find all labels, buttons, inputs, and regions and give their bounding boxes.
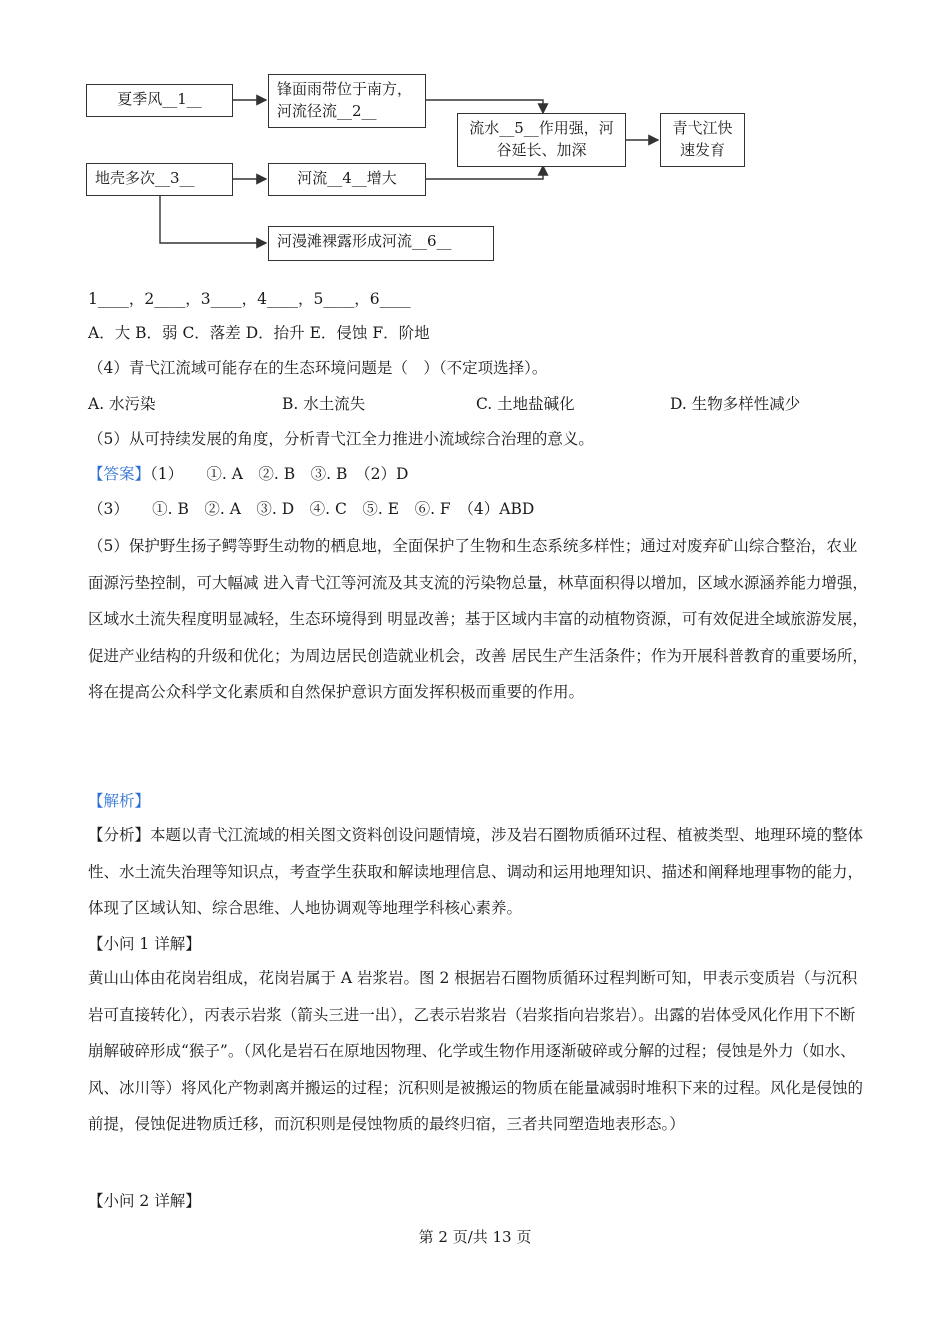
q4-option-a: A. 水污染 xyxy=(88,395,156,413)
options-line: A．大 B．弱 C．落差 D．抬升 E．侵蚀 F．阶地 xyxy=(88,324,430,342)
sub-question-1-label: 【小问 1 详解】 xyxy=(88,935,201,953)
arrow-gap-to-flow xyxy=(426,166,543,179)
box-flowing-water: 流水__5__作用强，河谷延长、加深 xyxy=(457,113,626,167)
answer-5-paragraph xyxy=(88,528,868,711)
blanks-line: 1____，2____，3____，4____，5____，6____ xyxy=(88,290,411,308)
box-floodplain: 河漫滩裸露形成河流__6__ xyxy=(268,226,494,261)
arrow-crust-to-floodplain xyxy=(160,196,266,243)
page-footer: 第 2 页/共 13 页 xyxy=(418,1228,532,1246)
analysis-label: 【解析】 xyxy=(88,792,151,810)
answer-5-text: （5）保护野生扬子鳄等野生动物的栖息地，全面保护了生物和生态系统多样性；通过对废弃矿山综合整治，农业面源污垫控制，可大幅减 进入青弋江等河流及其支流的污染物总量，林草面积得以增加，区域水源涵养能力增强，区域水土流失程度明显减轻，生态环境得到 明显改善；基于区域内丰富的动植物资源，可有效促进全域旅游发展，促进产业结构的升级和优化；为周边居民创造就业机会，改善 居民生产生活条件；作为开展科普教育的重要场所，将在提高公众科学文化素质和自然保护意识方面发挥积极而重要的作用。 xyxy=(88,537,868,701)
sub-question-2-label: 【小问 2 详解】 xyxy=(88,1192,201,1210)
answer-1-2: （1） ①. A ②. B ③. B （2）D xyxy=(150,465,409,483)
box-river-gap: 河流__4__增大 xyxy=(268,163,426,196)
analysis-text: 【分析】本题以青弋江流域的相关图文资料创设问题情境，涉及岩石圈物质循环过程、植被类型、地理环境的整体性、水土流失治理等知识点，考查学生获取和解读地理信息、调动和运用地理知识、描述和阐释地理事物的能力，体现了区域认知、综合思维、人地协调观等地理学科核心素养。 xyxy=(88,826,864,917)
question-5: （5）从可持续发展的角度，分析青弋江全力推进小流域综合治理的意义。 xyxy=(88,430,594,448)
arrow-rain-to-flow xyxy=(426,100,543,113)
q4-option-c: C. 土地盐碱化 xyxy=(476,395,575,413)
answer-line-2: （3） ①. B ②. A ③. D ④. C ⑤. E ⑥. F （4）ABD xyxy=(88,500,535,518)
box-crust-uplift: 地壳多次__3__ xyxy=(86,163,233,196)
answer-line-1 xyxy=(88,463,408,485)
flow-diagram xyxy=(80,66,780,276)
sub-question-1-text: 黄山山体由花岗岩组成，花岗岩属于 A 岩浆岩。图 2 根据岩石圈物质循环过程判断可知，甲表示变质岩（与沉积岩可直接转化），丙表示岩浆（箭头三进一出），乙表示岩浆岩（岩浆指向岩浆岩）。出露的岩体受风化作用下不断崩解破碎形成“猴子”。（风化是岩石在原地因物理、化学或生物作用逐渐破碎或分解的过程；侵蚀是外力（如水、风、冰川等）将风化产物剥离并搬运的过程；沉积则是被搬运的物质在能量减弱时堆积下来的过程。风化是侵蚀的前提，侵蚀促进物质迁移，而沉积则是侵蚀物质的最终归宿，三者共同塑造地表形态。） xyxy=(88,969,864,1133)
box-summer-wind: 夏季风__1__ xyxy=(86,84,233,117)
q4-option-b: B. 水土流失 xyxy=(282,395,366,413)
box-frontal-rain: 锋面雨带位于南方，河流径流__2__ xyxy=(268,74,426,128)
analysis-paragraph xyxy=(88,817,868,927)
box-qingyi-river: 青弋江快速发育 xyxy=(660,113,745,167)
q4-option-d: D. 生物多样性减少 xyxy=(670,395,801,413)
sub-question-1-paragraph xyxy=(88,960,868,1143)
question-4-options xyxy=(88,393,864,415)
question-4: （4）青弋江流域可能存在的生态环境问题是（ ）（不定项选择）。 xyxy=(88,359,548,377)
answer-label: 【答案】 xyxy=(88,465,151,483)
